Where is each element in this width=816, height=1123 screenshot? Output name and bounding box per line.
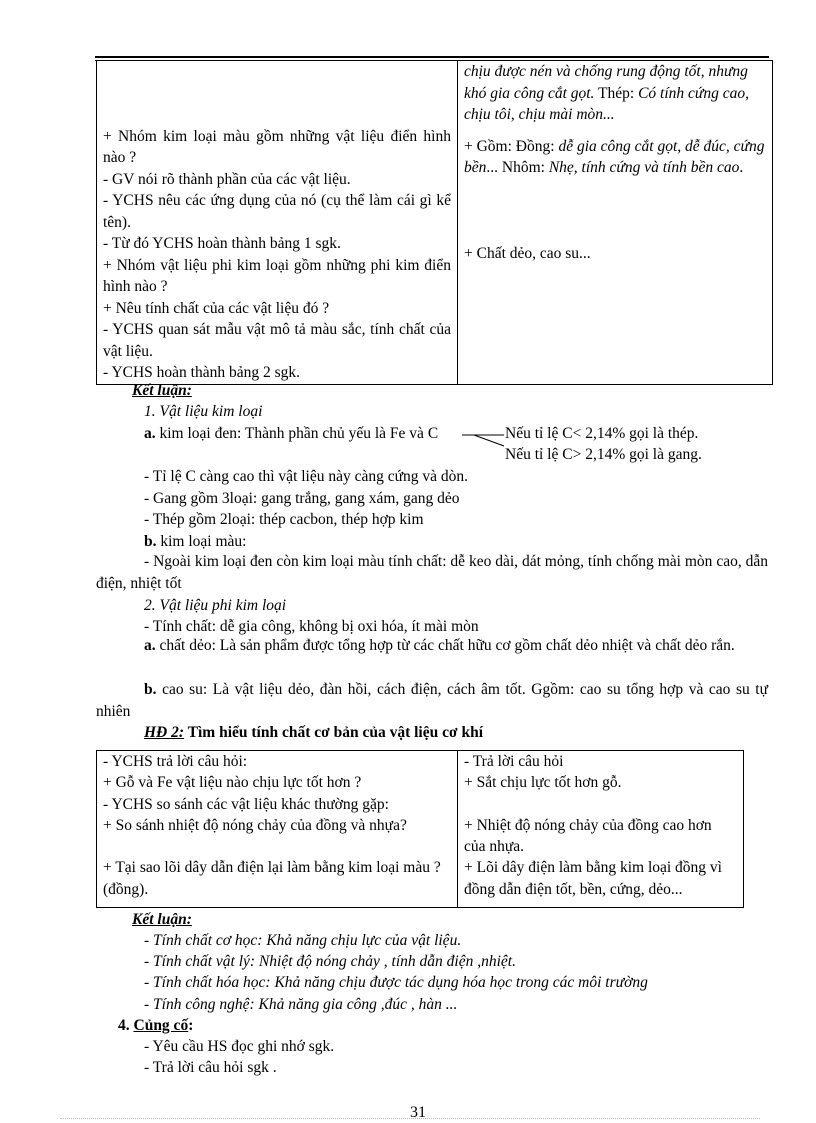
student-column-2 — [458, 751, 744, 908]
steel-branch: Nếu tỉ lệ C< 2,14% gọi là thép. — [505, 425, 699, 442]
activity-table-1 — [96, 60, 773, 385]
t2-left-line: - YCHS trả lời câu hỏi: — [103, 753, 248, 770]
t1-left-line: - YCHS quan sát mẫu vật mô tả màu sắc, tính chất của vật liệu. — [103, 321, 451, 360]
page-number: 31 — [410, 1104, 426, 1121]
cast-iron-types: - Gang gồm 3loại: gang trắng, gang xám, gang dẻo — [144, 490, 460, 507]
conclusion-heading: Kết luận: — [132, 382, 192, 399]
t1-left-line: - Từ đó YCHS hoàn thành bảng 1 sgk. — [103, 235, 341, 252]
teacher-column — [97, 61, 458, 385]
section-nonmetal: 2. Vật liệu phi kim loại — [144, 597, 287, 614]
footer-divider — [60, 1118, 760, 1119]
ferrous-metal-line: a. kim loại đen: Thành phần chủ yếu là Fe và C — [144, 425, 439, 442]
plastics-paragraph: a. chất dẻo: Là sản phẩm được tổng hợp từ các chất hữu cơ gồm chất dẻo nhiệt và chất dẻo rắn. — [144, 637, 735, 654]
steel-types: - Thép gồm 2loại: thép cacbon, thép hợp kim — [144, 511, 424, 528]
activity-2-heading: HĐ 2: Tìm hiểu tính chất cơ bản của vật liệu cơ khí — [144, 724, 483, 741]
consolidation-item: - Yêu cầu HS đọc ghi nhớ sgk. — [144, 1038, 335, 1055]
t2-right-line: + Sắt chịu lực tốt hơn gỗ. — [464, 774, 622, 792]
t2-right-line: + Lõi dây điện làm bằng kim loại đồng vì đồng dẫn điện tốt, bền, cứng, dẻo... — [464, 859, 722, 898]
t1-left-line: - YCHS hoàn thành bảng 2 sgk. — [103, 364, 301, 381]
consolidation-heading: 4. Củng cố: — [118, 1017, 194, 1034]
t1-left-line: + Nhóm vật liệu phi kim loại gồm những phi kim điển hình nào ? — [103, 256, 451, 295]
nonferrous-line: b. kim loại màu: — [144, 533, 247, 550]
t1-right-top: chịu được nén và chống rung động tốt, nhưng khó gia công cắt gọt. Thép: Có tính cứng cao, chịu tôi, chịu mài mòn... — [464, 63, 749, 123]
t1-right-bottom: + Chất dẻo, cao su... — [464, 245, 591, 262]
nonmetal-properties: - Tính chất: dễ gia công, không bị oxi hóa, ít mài mòn — [144, 618, 479, 635]
cast-iron-branch: Nếu tỉ lệ C> 2,14% gọi là gang. — [505, 446, 702, 463]
t2-left-line: + Tại sao lõi dây dẫn điện lại làm bằng kim loại màu ?(đồng). — [103, 859, 441, 898]
t2-left-line: - YCHS so sánh các vật liệu khác thường gặp: — [103, 795, 389, 813]
conclusion-2-heading: Kết luận: — [132, 911, 192, 928]
t1-left-line: - GV nói rõ thành phần của các vật liệu. — [103, 170, 351, 188]
t2-left-line: + Gỗ và Fe vật liệu nào chịu lực tốt hơn ? — [103, 774, 362, 792]
consolidation-item: - Trả lời câu hỏi sgk . — [144, 1059, 277, 1076]
carbon-note: - Tỉ lệ C càng cao thì vật liệu này càng cứng và dòn. — [144, 468, 469, 485]
activity-table-2 — [96, 750, 744, 908]
property-physical: - Tính chất vật lý: Nhiệt độ nóng chảy , tính dẫn điện ,nhiệt. — [144, 953, 516, 970]
property-chemical: - Tính chất hóa học: Khả năng chịu được tác dụng hóa học trong các môi trường — [144, 974, 648, 991]
t2-right-line: + Nhiệt độ nóng chảy của đồng cao hơn của nhựa. — [464, 816, 712, 856]
t2-right-line: - Trả lời câu hỏi — [464, 753, 564, 770]
t1-left-line: + Nhóm kim loại màu gồm những vật liệu điển hình nào ? — [103, 127, 451, 166]
t2-left-line: + So sánh nhiệt độ nóng chảy của đồng và nhựa? — [103, 816, 407, 834]
teacher-column-2 — [97, 751, 458, 908]
section-metal: 1. Vật liệu kim loại — [144, 403, 263, 420]
property-mechanical: - Tính chất cơ học: Khả năng chịu lực của vật liệu. — [144, 932, 462, 949]
t1-left-line: - YCHS nêu các ứng dụng của nó (cụ thể làm cái gì kể tên). — [103, 192, 451, 231]
bracket-icon — [460, 426, 506, 448]
t1-left-line: + Nêu tính chất của các vật liệu đó ? — [103, 299, 330, 317]
student-column — [458, 61, 773, 385]
property-technological: - Tính công nghệ: Khả năng gia công ,đúc , hàn ... — [144, 996, 458, 1013]
nonferrous-paragraph: - Ngoài kim loại đen còn kim loại màu tính chất: dễ keo dài, dát mỏng, tính chống mài mòn cao, dẫn điện, nhiệt tốt — [96, 553, 768, 592]
rubber-paragraph: b. cao su: Là vật liệu dẻo, đàn hồi, cách điện, cách âm tốt. Ggồm: cao su tổng hợp và cao su tự nhiên — [96, 681, 768, 720]
t1-right-mid: + Gồm: Đồng: dễ gia công cắt gọt, dễ đúc, cứng bền... Nhôm: Nhẹ, tính cứng và tính bền cao. — [464, 137, 765, 176]
header-rule-thick — [95, 56, 769, 58]
